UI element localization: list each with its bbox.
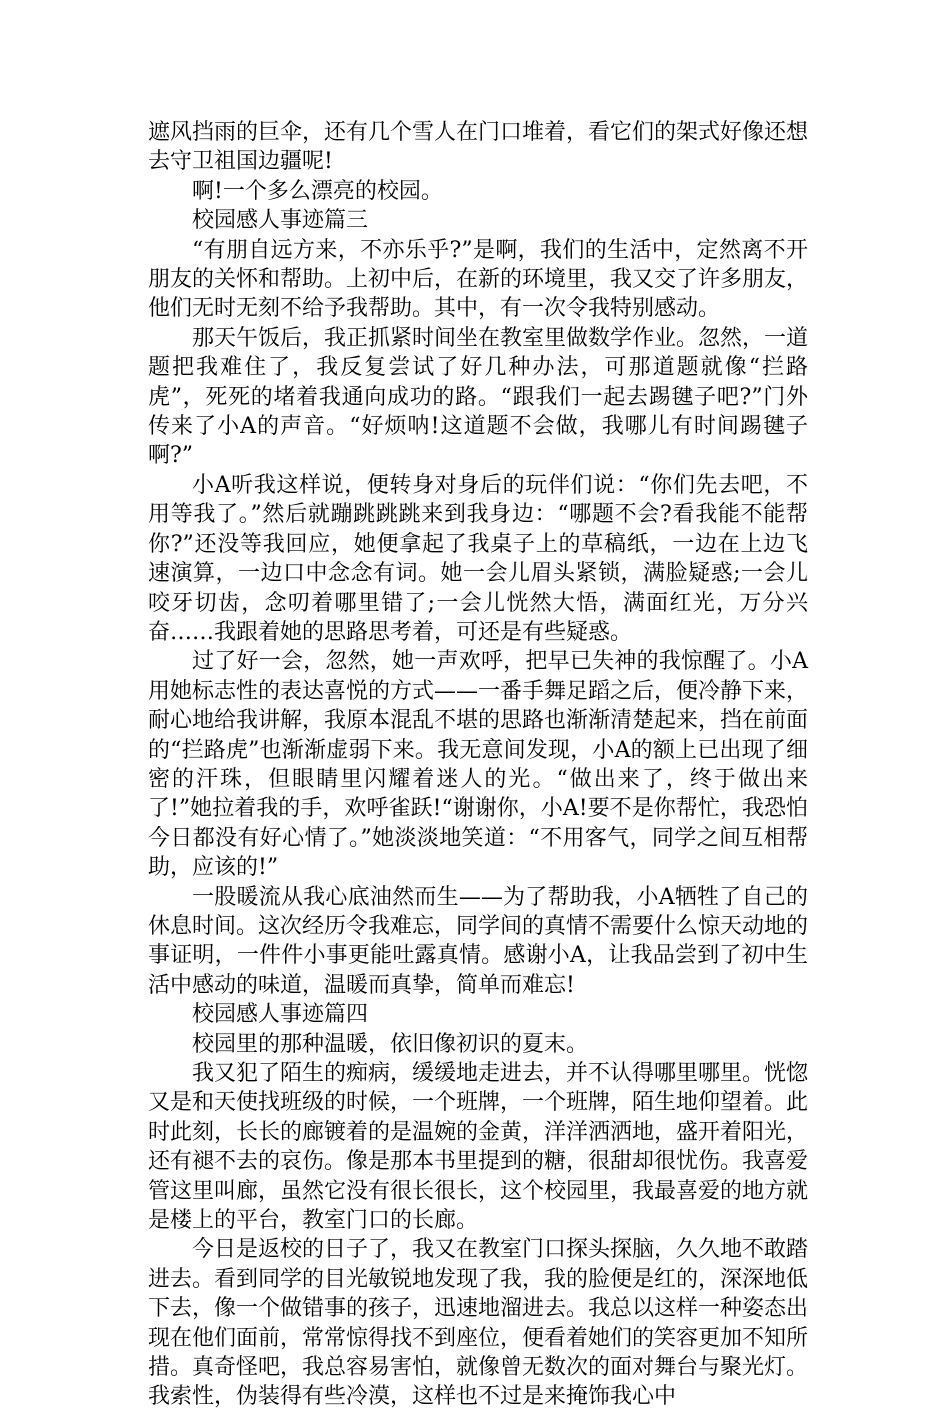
section-heading-part-four: 校园感人事迹篇四 xyxy=(192,1002,369,1028)
paragraph-intro-continuation: 遮风挡雨的巨伞，还有几个雪人在门口堆着，看它们的架式好像还想去守卫祖国边疆呢! xyxy=(148,120,809,175)
paragraph-warmth: 一股暖流从我心底油然而生——为了帮助我，小A牺牲了自己的休息时间。这次经历令我难忘，同学间的真情不需要什么惊天动地的事证明，一件件小事更能吐露真情。感谢小A，让我品尝到了初中生活中感动的味道，温暖而真挚，简单而难忘! xyxy=(148,884,809,998)
paragraph-exclamation: 啊!一个多么漂亮的校园。 xyxy=(192,178,443,204)
paragraph-campus-warmth: 校园里的那种温暖，依旧像初识的夏末。 xyxy=(192,1031,589,1057)
paragraph-math-homework: 那天午饭后，我正抓紧时间坐在教室里做数学作业。忽然，一道题把我难住了，我反复尝试了好几种办法，可那道题就像“拦路虎”，死死的堵着我通向成功的路。“跟我们一起去踢毽子吧?”门外传来了小A的声音。“好烦呐!这道题不会做，我哪儿有时间踢毽子啊?” xyxy=(148,325,809,469)
paragraph-solved: 过了好一会，忽然，她一声欢呼，把早已失神的我惊醒了。小A用她标志性的表达喜悦的方式——一番手舞足蹈之后，便冷静下来，耐心地给我讲解，我原本混乱不堪的思路也渐渐清楚起来，挡在前面的“拦路虎”也渐渐虚弱下来。我无意间发现，小A的额上已出现了细密的汗珠，但眼睛里闪耀着迷人的光。“做出来了，终于做出来了!”她拉着我的手，欢呼雀跃!“谢谢你，小A!要不是你帮忙，我恐怕今日都没有好心情了。”她淡淡地笑道：“不用客气，同学之间互相帮助，应该的!” xyxy=(148,649,809,881)
document-page xyxy=(148,118,808,1412)
paragraph-corridor: 我又犯了陌生的痴病，缓缓地走进去，并不认得哪里哪里。恍惚又是和天使找班级的时候，一个班牌，一个班牌，陌生地仰望着。此时此刻，长长的廊镀着的是温婉的金黄，洋洋洒洒地，盛开着阳光，还有褪不去的哀伤。像是那本书里提到的糖，很甜却很忧伤。我喜爱管这里叫廊，虽然它没有很长很长，这个校园里，我最喜爱的地方就是楼上的平台，教室门口的长廊。 xyxy=(148,1061,809,1234)
paragraph-xiao-a-helps: 小A听我这样说，便转身对身后的玩伴们说：“你们先去吧，不用等我了。”然后就蹦跳跳跳来到我身边：“哪题不会?看我能不能帮你?”还没等我回应，她便拿起了我桌子上的草稿纸，一边在上边飞速演算，一边口中念念有词。她一会儿眉头紧锁，满脸疑惑;一会儿咬牙切齿，念叨着哪里错了;一会儿恍然大悟，满面红光，万分兴奋……我跟着她的思路思考着，可还是有些疑惑。 xyxy=(148,472,808,645)
paragraph-return-to-school: 今日是返校的日子了，我又在教室门口探头探脑，久久地不敢踏进去。看到同学的目光敏锐地发现了我，我的脸便是红的，深深地低下去，像一个做错事的孩子，迅速地溜进去。我总以这样一种姿态出现在他们面前，常常惊得找不到座位，便看着她们的笑容更加不知所措。真奇怪吧，我总容易害怕，就像曾无数次的面对舞台与聚光灯。我索性，伪装得有些冷漠，这样也不过是来掩饰我心中 xyxy=(148,1237,809,1410)
section-heading-part-three: 校园感人事迹篇三 xyxy=(192,208,369,234)
paragraph-friends: “有朋自远方来，不亦乐乎?”是啊，我们的生活中，定然离不开朋友的关怀和帮助。上初中后，在新的环境里，我又交了许多朋友，他们无时无刻不给予我帮助。其中，有一次令我特别感动。 xyxy=(148,237,809,322)
